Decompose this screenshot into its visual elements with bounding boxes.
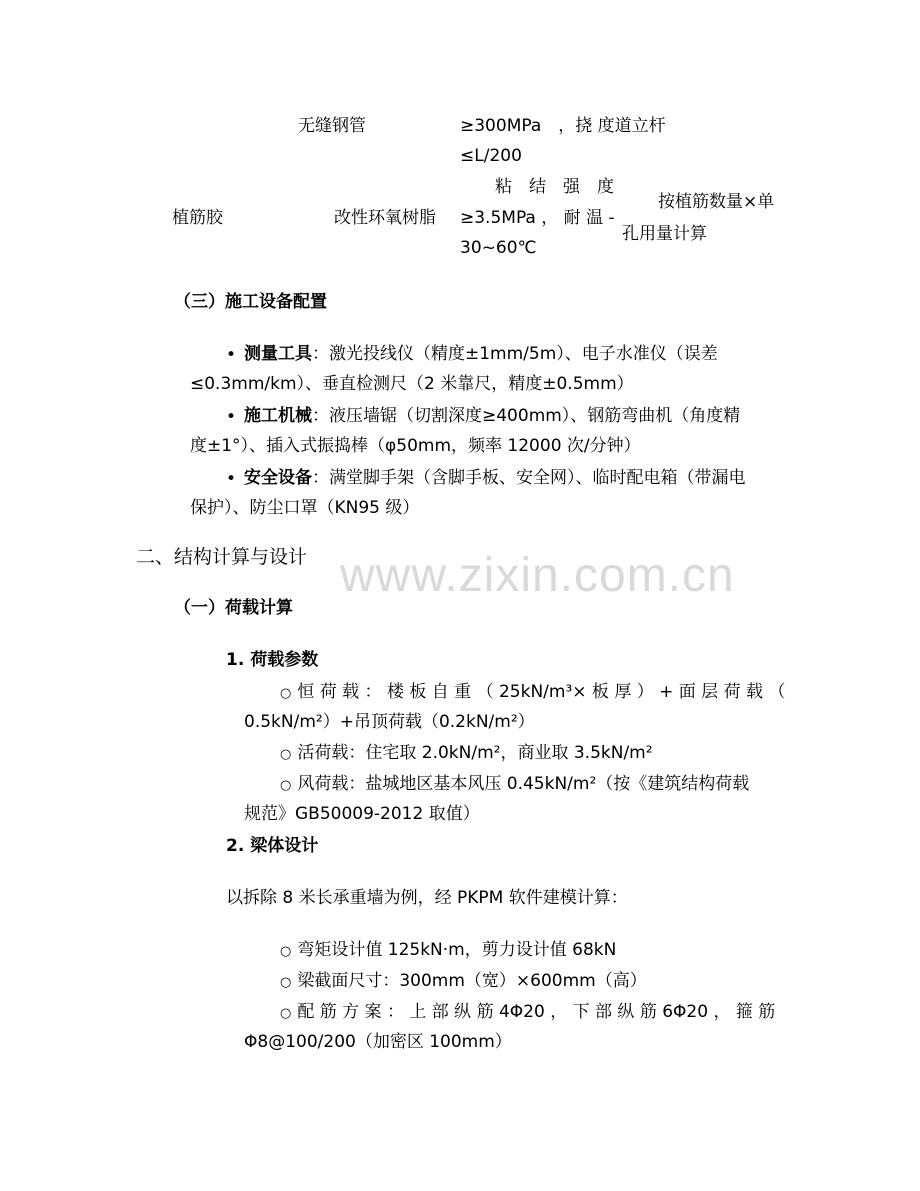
list-item-line <box>280 971 647 991</box>
item-text: 恒 荷 载 ： 楼 板 自 重 （ 25kN/m³× 板 厚 ） + 面 层 荷 载 （ <box>297 682 786 702</box>
item-text: ：液压墙锯（切割深度≥400mm）、钢筋弯曲机（角度精 <box>312 406 741 426</box>
list-item-line <box>280 682 785 702</box>
list-item-line <box>280 940 616 960</box>
item-text-continued: 规范》GB50009-2012 取值） <box>244 804 480 824</box>
item-text-continued: ≤0.3mm/km）、垂直检测尺（2 米靠尺，精度±0.5mm） <box>190 374 634 394</box>
circle-bullet-icon: ○ <box>280 686 292 701</box>
material-name-cell: 植筋胶 <box>172 208 223 228</box>
bullet-icon: • <box>226 407 237 427</box>
spec-cell-line: ≥3.5MPa ， 耐 温 - <box>460 208 615 228</box>
circle-bullet-icon: ○ <box>280 944 292 959</box>
calc-cell-line: 孔用量计算 <box>622 224 707 244</box>
spec-cell-line: 粘 结 强 度 <box>495 177 614 197</box>
watermark: www.zixin.com.cn <box>340 549 735 602</box>
circle-bullet-icon: ○ <box>280 975 292 990</box>
material-type-cell: 无缝钢管 <box>298 116 366 136</box>
calc-cell-line: 按植筋数量×单 <box>658 192 775 212</box>
item-text: 风荷载：盐城地区基本风压 0.45kN/m²（按《建筑结构荷载 <box>297 774 750 794</box>
circle-bullet-icon: ○ <box>280 747 292 762</box>
spec-cell-line: ≤L/200 <box>460 146 522 166</box>
spec-cell-line: 30~60℃ <box>460 238 537 258</box>
section-heading: （三）施工设备配置 <box>174 292 327 312</box>
item-text-continued: 0.5kN/m²）+吊顶荷载（0.2kN/m²） <box>244 712 535 732</box>
list-item-line <box>244 344 718 364</box>
item-text-continued: 保护）、防尘口罩（KN95 级） <box>190 498 420 518</box>
item-label: 施工机械 <box>244 406 312 426</box>
material-type-cell: 改性环氧树脂 <box>334 208 436 228</box>
item-text: ：激光投线仪（精度±1mm/5m）、电子水准仪（误差 <box>312 344 718 364</box>
list-item-line <box>280 743 653 763</box>
list-item-line <box>280 1002 775 1022</box>
bullet-icon: • <box>226 469 237 489</box>
item-label: 测量工具 <box>244 344 312 364</box>
list-item-line <box>244 406 740 426</box>
list-item-line <box>280 774 749 794</box>
circle-bullet-icon: ○ <box>280 778 292 793</box>
item-text: 弯矩设计值 125kN·m，剪力设计值 68kN <box>297 940 617 960</box>
item-text-continued: Φ8@100/200（加密区 100mm） <box>244 1032 512 1052</box>
item-text: ：满堂脚手架（含脚手板、安全网）、临时配电箱（带漏电 <box>312 468 746 488</box>
item-text-continued: 度±1°）、插入式振捣棒（φ50mm，频率 12000 次/分钟） <box>190 436 641 456</box>
paragraph: 以拆除 8 米长承重墙为例，经 PKPM 软件建模计算： <box>226 888 628 908</box>
section-heading: （一）荷载计算 <box>174 598 293 618</box>
spec-cell-line: ≥300MPa ，挠 度道立杆 <box>460 116 666 136</box>
item-label: 安全设备 <box>244 468 312 488</box>
circle-bullet-icon: ○ <box>280 1006 292 1021</box>
subsection-heading: 2. 梁体设计 <box>226 836 319 856</box>
list-item-line <box>244 468 746 488</box>
bullet-icon: • <box>226 345 237 365</box>
item-text: 梁截面尺寸：300mm（宽）×600mm（高） <box>297 971 647 991</box>
chapter-heading: 二、结构计算与设计 <box>136 546 308 568</box>
item-text: 活荷载：住宅取 2.0kN/m²，商业取 3.5kN/m² <box>297 743 653 763</box>
subsection-heading: 1. 荷载参数 <box>226 650 319 670</box>
item-text: 配 筋 方 案 ： 上 部 纵 筋 4Φ20 ， 下 部 纵 筋 6Φ20 ， 箍 筋 <box>297 1002 776 1022</box>
